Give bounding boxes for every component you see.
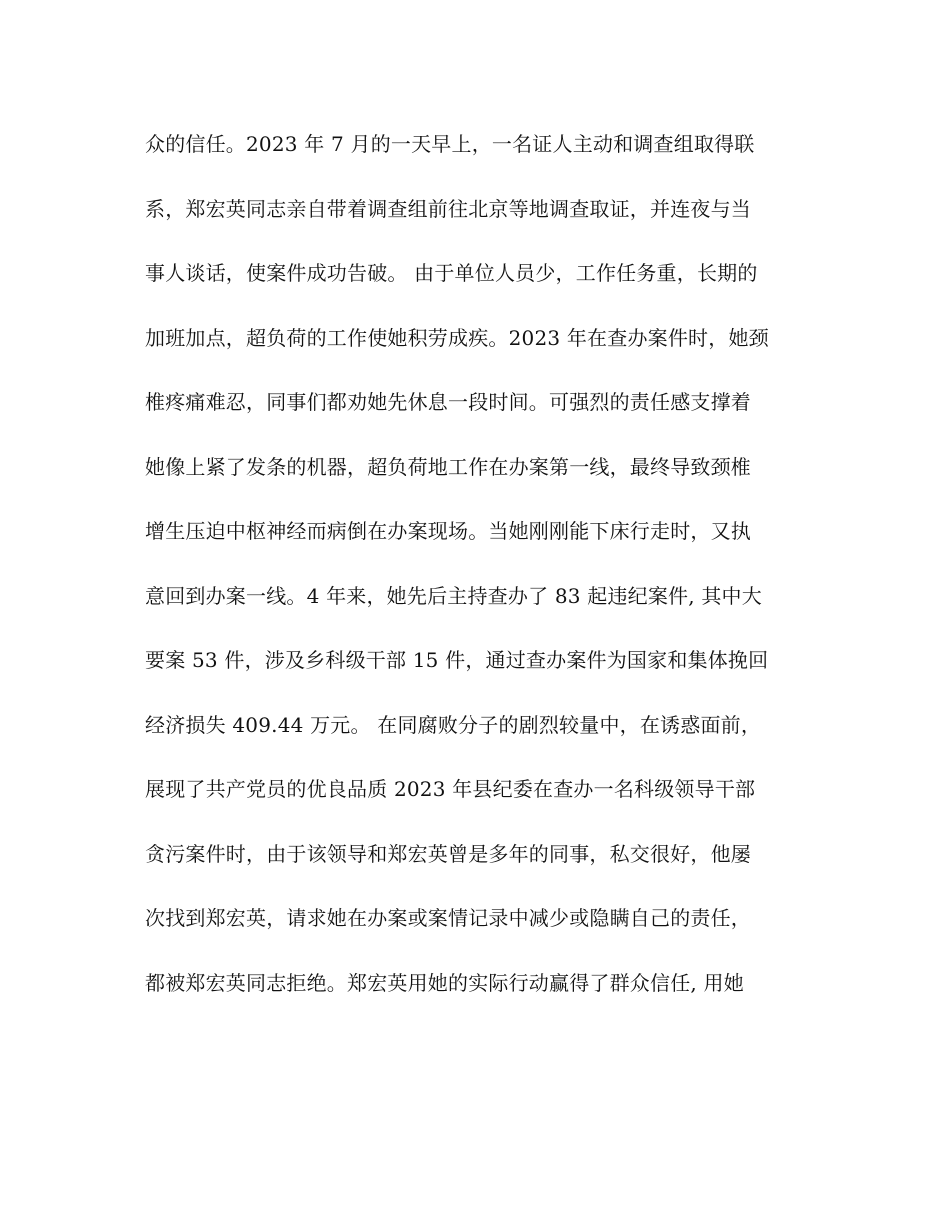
text-line: 事人谈话，使案件成功告破。 由于单位人员少，工作任务重，长期的 bbox=[145, 261, 758, 285]
text-line: 众的信任。2023 年 7 月的一天早上，一名证人主动和调查组取得联 bbox=[145, 132, 755, 156]
text-line: 次找到郑宏英，请求她在办案或案情记录中减少或隐瞒自己的责任， bbox=[145, 906, 751, 930]
text-line: 经济损失 409.44 万元。 在同腐败分子的剧烈较量中，在诱惑面前， bbox=[145, 712, 762, 737]
text-line: 要案 53 件，涉及乡科级干部 15 件，通过查办案件为国家和集体挽回 bbox=[145, 648, 769, 672]
text-line: 展现了共产党员的优良品质 2023 年县纪委在查办一名科级领导干部 bbox=[145, 777, 756, 801]
text-line: 加班加点，超负荷的工作使她积劳成疾。2023 年在查办案件时，她颈 bbox=[145, 325, 769, 350]
text-line: 都被郑宏英同志拒绝。郑宏英用她的实际行动赢得了群众信任, 用她 bbox=[145, 970, 744, 995]
text-line: 意回到办案一线。4 年来，她先后主持查办了 83 起违纪案件, 其中大 bbox=[145, 583, 762, 608]
text-line: 贪污案件时，由于该领导和郑宏英曾是多年的同事，私交很好，他屡 bbox=[145, 841, 751, 866]
text-line: 增生压迫中枢神经而病倒在办案现场。当她刚刚能下床行走时，又执 bbox=[145, 519, 751, 543]
body-text bbox=[145, 124, 815, 1027]
text-line: 椎疼痛难忍，同事们都劝她先休息一段时间。可强烈的责任感支撑着 bbox=[145, 390, 751, 414]
text-line: 系，郑宏英同志亲自带着调查组前往北京等地调查取证，并连夜与当 bbox=[145, 196, 751, 221]
text-line: 她像上紧了发条的机器，超负荷地工作在办案第一线，最终导致颈椎 bbox=[145, 454, 751, 479]
